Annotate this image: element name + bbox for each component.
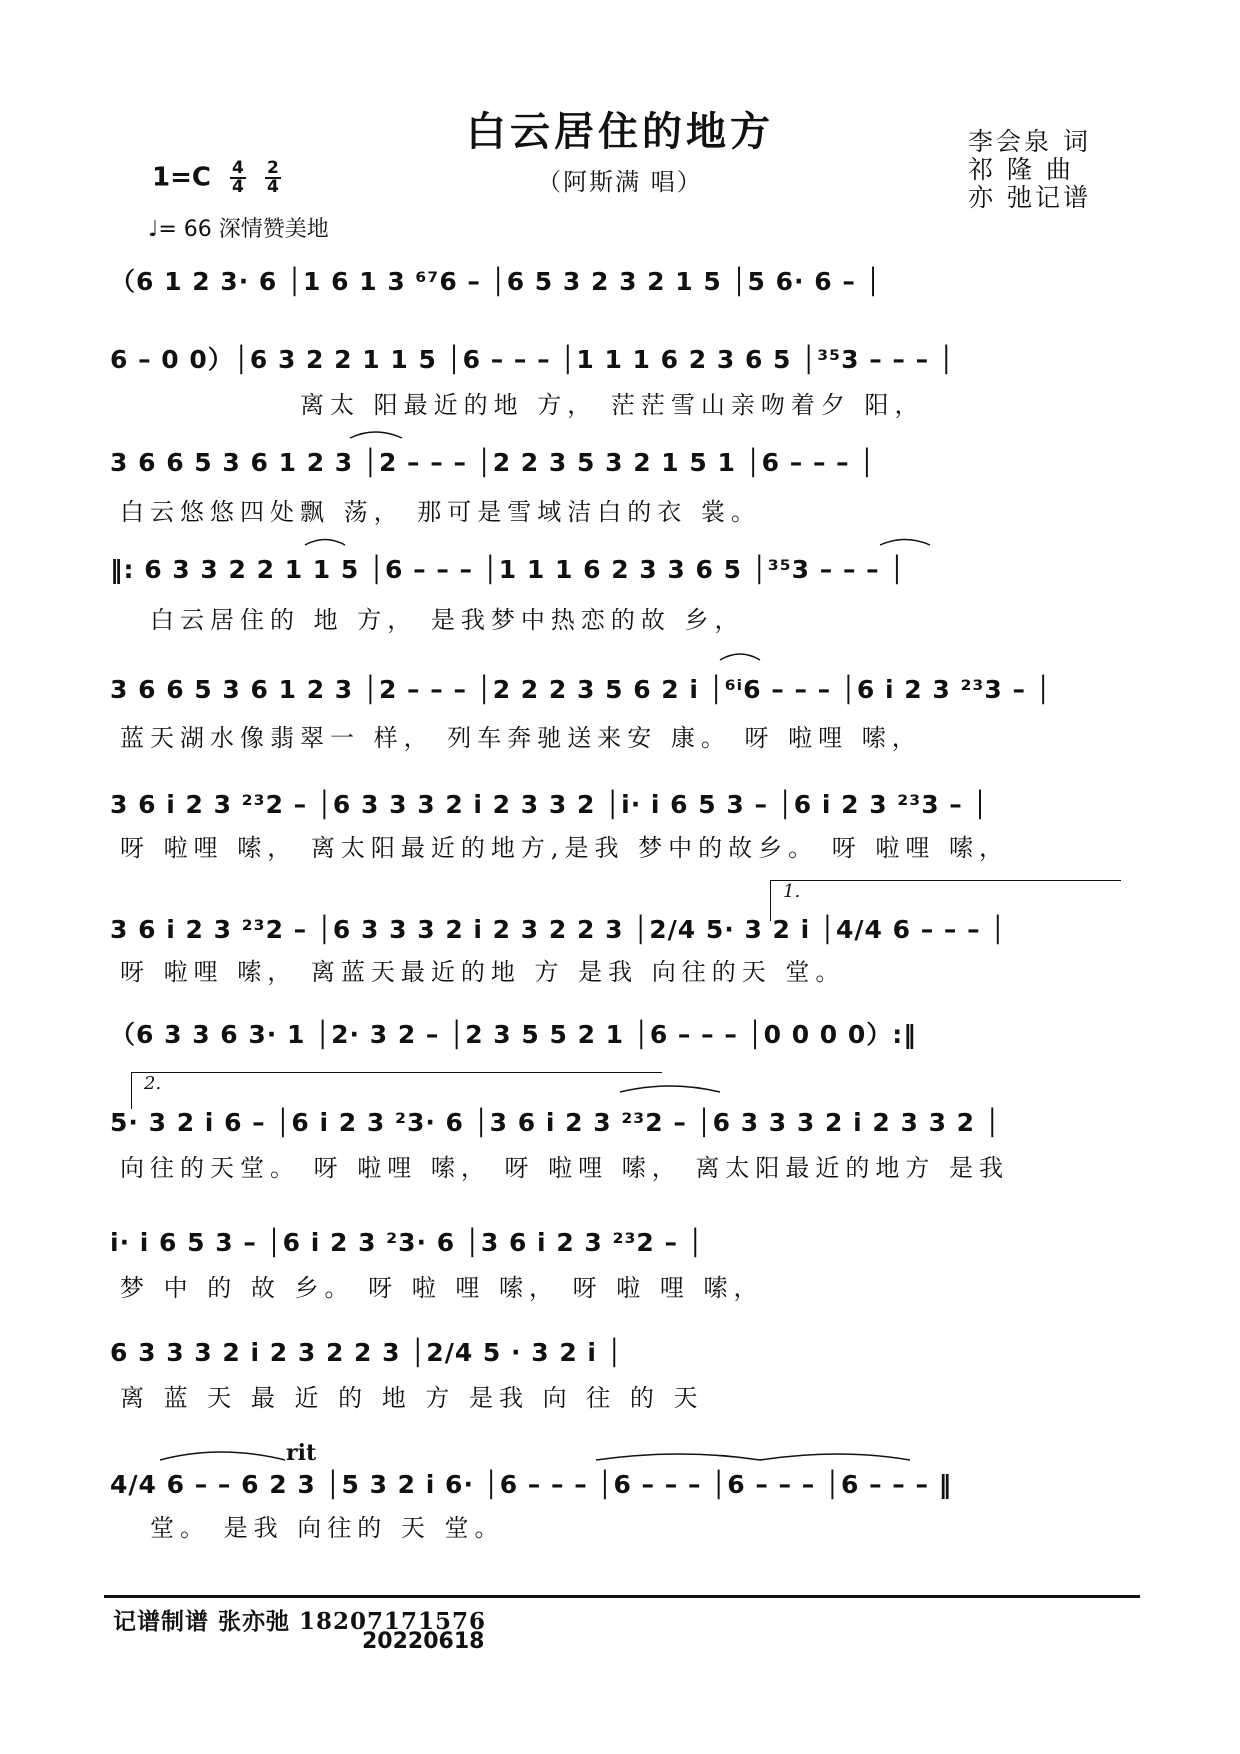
singer-note: （阿斯满 唱） (537, 168, 703, 196)
score-system-lyrics: 堂。 是我 向往的 天 堂。 (150, 1514, 505, 1542)
score-system-notes: （6 1 2 3· 6 │1 6 1 3 ⁶⁷6 – │6 5 3 2 3 2 1 5 │5 6· 6 – │ (110, 267, 882, 296)
slur-arc (305, 540, 345, 546)
score-system-notes: 5· 3 2 i 6 – │6 i 2 3 ²3· 6 │3 6 i 2 3 ²³2 – │6 3 3 3 2 i 2 3 3 2 │ (110, 1108, 1001, 1137)
score-system-notes: 3 6 6 5 3 6 1 2 3 │2 – – – │2 2 2 3 5 6 2 i │⁶ⁱ6 – – – │6 i 2 3 ²³3 – │ (110, 675, 1052, 704)
score-system-lyrics: 蓝天湖水像翡翠一 样， 列车奔驰送来安 康。 呀 啦哩 嗦， (120, 724, 922, 752)
transcriber-credit: 亦 弛记谱 (968, 183, 1091, 212)
score-system-lyrics: 梦 中 的 故 乡。 呀 啦 哩 嗦， 呀 啦 哩 嗦， (120, 1274, 764, 1302)
composer-credit: 祁 隆 曲 (968, 155, 1074, 184)
score-system-notes: ‖: 6 3 3 2 2 1 1 5 │6 – – – │1 1 1 6 2 3 3 6 5 │³⁵3 – – – │ (110, 555, 906, 584)
footer-date: 20220618 (362, 1629, 485, 1654)
score-system-lyrics: 呀 啦哩 嗦， 离太阳最近的地方,是我 梦中的故乡。 呀 啦哩 嗦， (120, 834, 1010, 862)
slur-arc (160, 1452, 285, 1460)
key-label: 1=C (152, 162, 211, 193)
time-sig-num: 4 (232, 158, 244, 178)
footer-credit: 记谱制谱 张亦弛 18207171576 (113, 1608, 487, 1635)
volta-label-1: 1. (783, 881, 801, 902)
slur-arc (880, 540, 930, 546)
score-system-lyrics: 向往的天堂。 呀 啦哩 嗦， 呀 啦哩 嗦， 离太阳最近的地方 是我 (120, 1154, 1010, 1182)
score-system-notes: 4/4 6 – – 6 2 3 │5 3 2 i 6· │6 – – – │6 – – – │6 – – – │6 – – – ‖ (110, 1470, 953, 1499)
score-system-lyrics: 呀 啦哩 嗦， 离蓝天最近的地 方 是我 向往的天 堂。 (120, 958, 846, 986)
volta-label-2: 2. (144, 1073, 162, 1094)
score-system-notes: i· i 6 5 3 – │6 i 2 3 ²3· 6 │3 6 i 2 3 ²³2 – │ (110, 1228, 704, 1257)
score-system-notes: 6 3 3 3 2 i 2 3 2 2 3 │2/4 5 · 3 2 i │ (110, 1338, 623, 1367)
ritardando-marking: rit (286, 1440, 317, 1466)
score-system-notes: 3 6 i 2 3 ²³2 – │6 3 3 3 2 i 2 3 3 2 │i· i 6 5 3 – │6 i 2 3 ²³3 – │ (110, 790, 989, 819)
time-sig-den: 4 (232, 177, 244, 197)
score-system-lyrics: 白云悠悠四处飘 荡， 那可是雪域洁白的衣 裳。 (120, 498, 761, 526)
slur-arc (596, 1454, 760, 1460)
score-system-lyrics: 白云居住的 地 方， 是我梦中热恋的故 乡， (150, 606, 745, 634)
time-sig-den: 4 (266, 177, 279, 197)
score-system-notes: 3 6 i 2 3 ²³2 – │6 3 3 3 2 i 2 3 2 2 3 │2/4 5· 3 2 i │4/4 6 – – – │ (110, 915, 1007, 944)
score-system-notes: （6 3 3 6 3· 1 │2· 3 2 – │2 3 5 5 2 1 │6 – – – │0 0 0 0）:‖ (110, 1020, 917, 1049)
lyricist-credit: 李会泉 词 (968, 127, 1091, 156)
time-sig-num: 2 (266, 158, 279, 178)
slur-arc (760, 1454, 910, 1460)
slur-arc (620, 1086, 720, 1092)
slur-arc (350, 432, 402, 438)
score-system-notes: 6 – 0 0）│6 3 2 2 1 1 5 │6 – – – │1 1 1 6 2 3 6 5 │³⁵3 – – – │ (110, 345, 955, 374)
tempo-marking: ♩= 66 深情赞美地 (148, 217, 329, 242)
footer-divider (104, 1595, 1140, 1598)
score-system-notes: 3 6 6 5 3 6 1 2 3 │2 – – – │2 2 3 5 3 2 1 5 1 │6 – – – │ (110, 448, 876, 477)
score-system-lyrics: 离太 阳最近的地 方， 茫茫雪山亲吻着夕 阳， (300, 391, 925, 419)
song-title: 白云居住的地方 (466, 108, 774, 155)
score-system-lyrics: 离 蓝 天 最 近 的 地 方 是我 向 往 的 天 (120, 1384, 704, 1412)
slur-arc (720, 654, 760, 660)
